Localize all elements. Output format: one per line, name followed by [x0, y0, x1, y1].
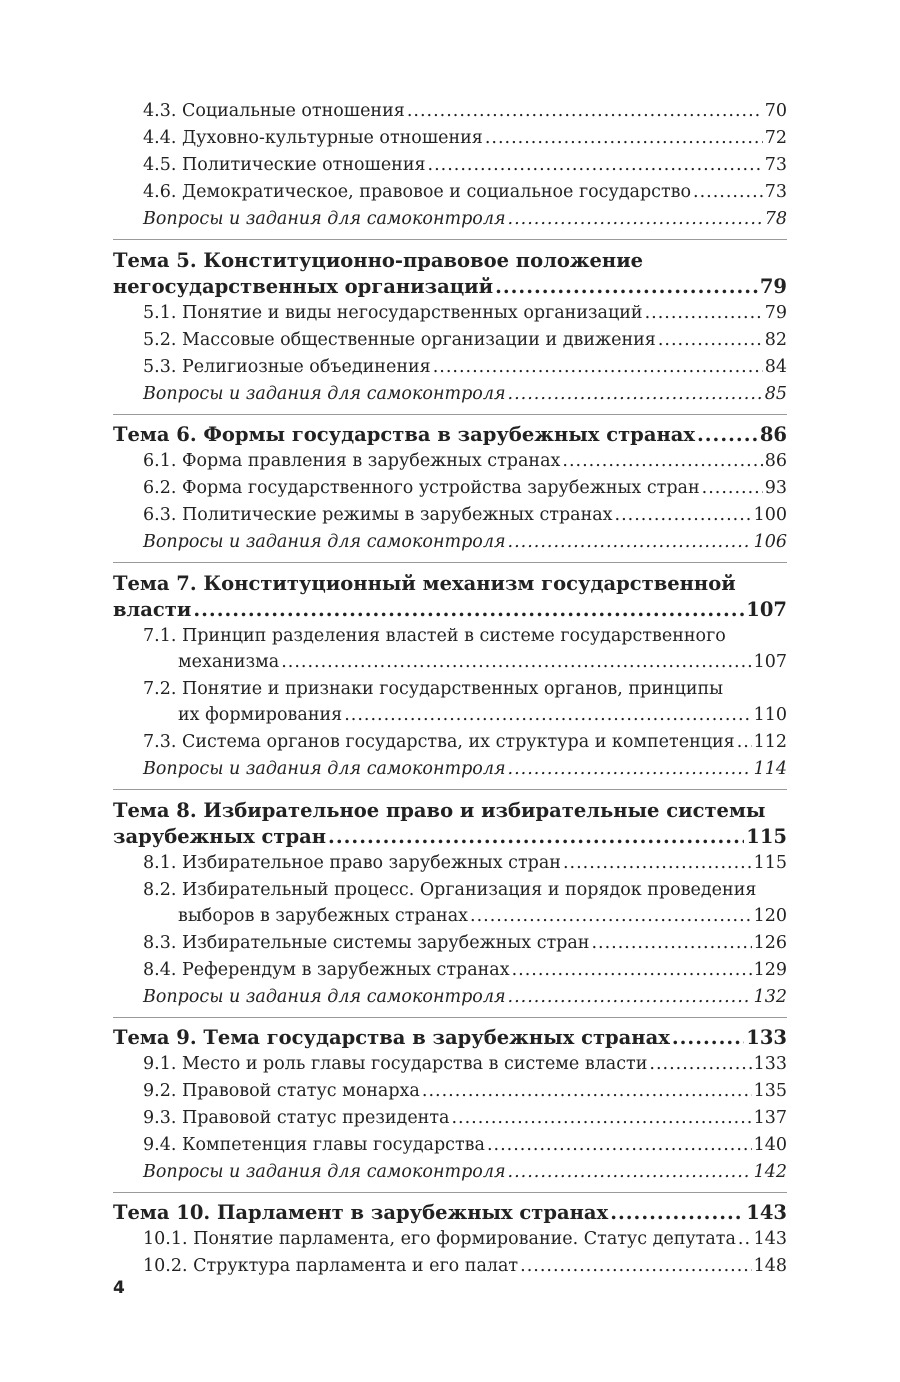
toc-entry-6-questions[interactable]: [113, 529, 787, 556]
section-divider: [113, 414, 787, 415]
dot-leader: [693, 179, 763, 206]
dot-leader: [344, 702, 751, 729]
toc-entry-title: 4.4. Духовно-культурные отношения: [143, 128, 483, 148]
toc-entry-title: 5.3. Религиозные объединения: [143, 357, 431, 377]
toc-entry-title: 7.3. Система органов государства, их структура и компетенция: [143, 732, 735, 752]
dot-leader: [508, 984, 752, 1011]
dot-leader: [615, 502, 752, 529]
toc-page-number: 137: [753, 1108, 787, 1128]
toc-entry-8-3[interactable]: [113, 930, 787, 957]
toc-entry-title: выборов в зарубежных странах: [178, 906, 468, 926]
section-divider: [113, 789, 787, 790]
toc-entry-title: их формирования: [178, 705, 343, 725]
dot-leader: [508, 381, 763, 408]
toc-entry-7-1[interactable]: [113, 649, 787, 676]
toc-entry-5-3[interactable]: [113, 354, 787, 381]
dot-leader: [591, 930, 751, 957]
toc-entry-8-questions[interactable]: [113, 984, 787, 1011]
section-divider: [113, 562, 787, 563]
toc-entry-title: Вопросы и задания для самоконтроля: [143, 759, 506, 779]
dot-leader: [428, 152, 763, 179]
toc-topic-title: негосударственных организаций: [113, 275, 494, 298]
toc-entry-7-2[interactable]: [113, 702, 787, 729]
toc-entry-6-1[interactable]: [113, 448, 787, 475]
toc-page-number: 129: [753, 960, 787, 980]
toc-page-number: 115: [753, 853, 787, 873]
dot-leader: [520, 1253, 751, 1280]
toc-page-number: 82: [764, 330, 787, 350]
toc-topic-6[interactable]: [113, 422, 787, 448]
toc-entry-title: 5.1. Понятие и виды негосударственных организаций: [143, 303, 643, 323]
toc-entry-7-1-line1[interactable]: 7.1. Принцип разделения властей в системе государственного: [143, 626, 726, 646]
toc-entry-title: 8.1. Избирательное право зарубежных стран: [143, 853, 561, 873]
toc-page-number: 86: [764, 451, 787, 471]
toc-page-number: 142: [753, 1162, 787, 1182]
toc-entry-5-questions[interactable]: [113, 381, 787, 408]
toc-page-number: 140: [753, 1135, 787, 1155]
dot-leader: [422, 1078, 752, 1105]
toc-entry-title: Вопросы и задания для самоконтроля: [143, 987, 506, 1007]
dot-leader: [738, 1226, 752, 1253]
toc-entry-title: 9.1. Место и роль главы государства в системе власти: [143, 1054, 648, 1074]
toc-entry-title: 4.3. Социальные отношения: [143, 101, 405, 121]
toc-entry-title: Вопросы и задания для самоконтроля: [143, 532, 506, 552]
toc-entry-10-2[interactable]: [113, 1253, 787, 1280]
toc-entry-9-3[interactable]: [113, 1105, 787, 1132]
toc-entry-title: механизма: [178, 652, 280, 672]
toc-topic-8-title-line1[interactable]: Тема 8. Избирательное право и избирательные системы: [113, 799, 766, 822]
toc-entry-7-3[interactable]: [113, 729, 787, 756]
dot-leader: [407, 98, 763, 125]
toc-entry-title: 6.3. Политические режимы в зарубежных странах: [143, 505, 613, 525]
toc-page-number: 133: [753, 1054, 787, 1074]
dot-leader: [563, 850, 752, 877]
toc-page-number: 70: [764, 101, 787, 121]
toc-topic-8[interactable]: [113, 824, 787, 850]
toc-page-number: 84: [764, 357, 787, 377]
toc-page-number: 78: [764, 209, 787, 229]
toc-entry-title: 8.4. Референдум в зарубежных странах: [143, 960, 510, 980]
toc-entry-title: 5.2. Массовые общественные организации и движения: [143, 330, 656, 350]
toc-page-number: 107: [753, 652, 787, 672]
toc-entry-10-1[interactable]: [113, 1226, 787, 1253]
dot-leader: [495, 274, 758, 300]
toc-entry-7-questions[interactable]: [113, 756, 787, 783]
toc-page-number: 107: [746, 598, 787, 621]
dot-leader: [512, 957, 752, 984]
toc-entry-5-2[interactable]: [113, 327, 787, 354]
toc-entry-title: 9.2. Правовой статус монарха: [143, 1081, 420, 1101]
toc-entry-9-questions[interactable]: [113, 1159, 787, 1186]
toc-entry-title: Вопросы и задания для самоконтроля: [143, 384, 506, 404]
dot-leader: [645, 300, 763, 327]
toc-page-number: 126: [753, 933, 787, 953]
toc-entry-title: Вопросы и задания для самоконтроля: [143, 209, 506, 229]
toc-page-number: 93: [764, 478, 787, 498]
toc-page-number: 133: [746, 1026, 787, 1049]
section-divider: [113, 1017, 787, 1018]
toc-entry-title: 10.1. Понятие парламента, его формирование. Статус депутата: [143, 1229, 736, 1249]
toc-page-number: 79: [764, 303, 787, 323]
toc-topic-10[interactable]: [113, 1200, 787, 1226]
toc-entry-title: 6.1. Форма правления в зарубежных странах: [143, 451, 561, 471]
toc-topic-title: Тема 9. Тема государства в зарубежных странах: [113, 1026, 670, 1049]
toc-topic-title: Тема 10. Парламент в зарубежных странах: [113, 1201, 609, 1224]
toc-entry-title: 4.6. Демократическое, правовое и социальное государство: [143, 182, 692, 202]
table-of-contents: [113, 98, 787, 1280]
toc-entry-8-2[interactable]: [113, 903, 787, 930]
dot-leader: [433, 354, 763, 381]
toc-page-number: 120: [753, 906, 787, 926]
dot-leader: [281, 649, 751, 676]
dot-leader: [610, 1200, 744, 1226]
toc-entry-4-questions[interactable]: [113, 206, 787, 233]
section-divider: [113, 1192, 787, 1193]
toc-topic-title: зарубежных стран: [113, 825, 327, 848]
toc-topic-9[interactable]: [113, 1025, 787, 1051]
toc-entry-4-6[interactable]: [113, 179, 787, 206]
toc-entry-9-1[interactable]: [113, 1051, 787, 1078]
dot-leader: [328, 824, 744, 850]
toc-page-number: 115: [746, 825, 787, 848]
toc-entry-4-3[interactable]: [113, 98, 787, 125]
toc-page-number: 86: [759, 423, 787, 446]
toc-topic-title: власти: [113, 598, 192, 621]
section-divider: [113, 239, 787, 240]
toc-entry-6-2[interactable]: [113, 475, 787, 502]
toc-page-number: 106: [753, 532, 787, 552]
toc-page-number: 148: [753, 1256, 787, 1276]
toc-entry-9-2[interactable]: [113, 1078, 787, 1105]
toc-entry-5-1[interactable]: [113, 300, 787, 327]
toc-entry-8-4[interactable]: [113, 957, 787, 984]
toc-entry-9-4[interactable]: [113, 1132, 787, 1159]
dot-leader: [508, 756, 752, 783]
dot-leader: [649, 1051, 751, 1078]
toc-entry-title: 10.2. Структура парламента и его палат: [143, 1256, 519, 1276]
dot-leader: [508, 529, 752, 556]
toc-topic-5-title-line1[interactable]: Тема 5. Конституционно-правовое положение: [113, 249, 644, 272]
toc-entry-8-2-line1[interactable]: 8.2. Избирательный процесс. Организация и порядок проведения: [143, 880, 757, 900]
dot-leader: [697, 422, 758, 448]
toc-page-number: 73: [764, 155, 787, 175]
toc-entry-title: 6.2. Форма государственного устройства зарубежных стран: [143, 478, 700, 498]
toc-page-number: 114: [753, 759, 787, 779]
toc-entry-4-4[interactable]: [113, 125, 787, 152]
dot-leader: [485, 125, 763, 152]
dot-leader: [451, 1105, 751, 1132]
toc-page-number: 85: [764, 384, 787, 404]
toc-entry-title: 9.3. Правовой статус президента: [143, 1108, 450, 1128]
dot-leader: [672, 1025, 744, 1051]
toc-entry-title: 8.3. Избирательные системы зарубежных стран: [143, 933, 590, 953]
toc-page-number: 132: [753, 987, 787, 1007]
toc-entry-8-1[interactable]: [113, 850, 787, 877]
toc-entry-6-3[interactable]: [113, 502, 787, 529]
toc-page-number: 143: [746, 1201, 787, 1224]
toc-entry-title: 9.4. Компетенция главы государства: [143, 1135, 485, 1155]
toc-entry-title: 4.5. Политические отношения: [143, 155, 426, 175]
toc-page-number: 79: [759, 275, 787, 298]
dot-leader: [470, 903, 752, 930]
dot-leader: [508, 206, 763, 233]
toc-topic-title: Тема 6. Формы государства в зарубежных странах: [113, 423, 695, 446]
toc-page-number: 100: [753, 505, 787, 525]
toc-topic-5[interactable]: [113, 274, 787, 300]
dot-leader: [487, 1132, 752, 1159]
toc-entry-4-5[interactable]: [113, 152, 787, 179]
toc-entry-7-2-line1[interactable]: 7.2. Понятие и признаки государственных органов, принципы: [143, 679, 724, 699]
toc-page-number: 73: [764, 182, 787, 202]
dot-leader: [702, 475, 763, 502]
dot-leader: [508, 1159, 752, 1186]
toc-topic-7-title-line1[interactable]: Тема 7. Конституционный механизм государственной: [113, 572, 736, 595]
dot-leader: [562, 448, 762, 475]
toc-page-number: 143: [753, 1229, 787, 1249]
dot-leader: [193, 597, 744, 623]
toc-page-number: 72: [764, 128, 787, 148]
toc-topic-7[interactable]: [113, 597, 787, 623]
page-number: 4: [113, 1278, 125, 1298]
toc-page-number: 110: [753, 705, 787, 725]
toc-page-number: 112: [753, 732, 787, 752]
toc-entry-title: Вопросы и задания для самоконтроля: [143, 1162, 506, 1182]
dot-leader: [658, 327, 763, 354]
toc-page-number: 135: [753, 1081, 787, 1101]
dot-leader: [737, 729, 752, 756]
